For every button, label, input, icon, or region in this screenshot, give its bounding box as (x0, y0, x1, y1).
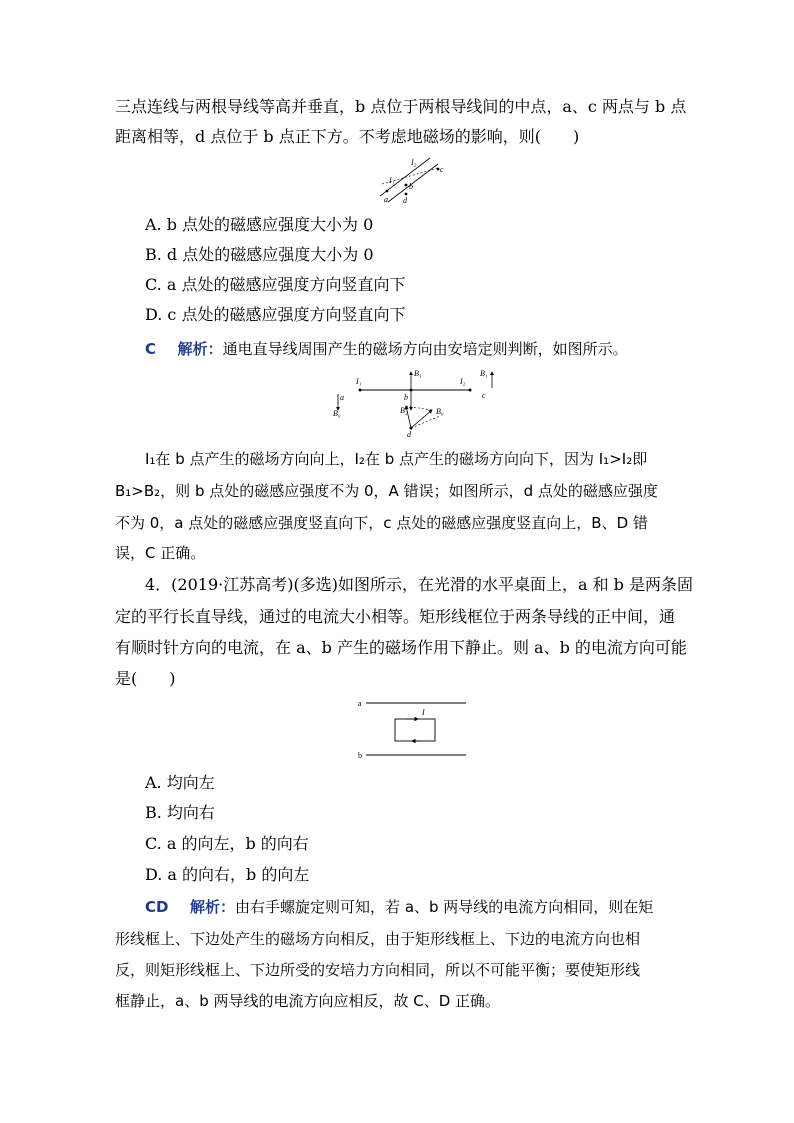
q4-explain-line-3: 反，则矩形线框上、下边所受的安培力方向相同，所以不可能平衡；要使矩形线 (115, 961, 641, 979)
q4-stem-line-1: 4．(2019·江苏高考)(多选)如图所示，在光滑的水平桌面上，a 和 b 是两条固 (145, 575, 693, 594)
q4-analysis-label: 解析： (190, 898, 236, 916)
q3-figure-field-vectors (330, 366, 500, 438)
fig2-label-d: d (407, 430, 411, 438)
fig1-label-d: d (403, 196, 407, 204)
q4-stem-line-4: 是( ) (115, 669, 176, 688)
q3-explain-line-2: B₁>B₂，则 b 点处的磁感应强度不为 0，A 错误；如图所示，d 点处的磁感应强度 (115, 482, 658, 500)
q3-answer-line (145, 334, 628, 364)
fig2-label-b2: B₂ (400, 406, 408, 415)
fig2-label-bd: B₀ (436, 407, 444, 416)
q3-explain-line-3: 不为 0，a 点处的磁感应强度竖直向下，c 点处的磁感应强度竖直向上，B、D 错 (115, 514, 648, 532)
fig2-label-i1: I₁ (356, 377, 362, 386)
fig3-label-b: b (358, 751, 362, 760)
fig2-label-b1: B₁ (414, 369, 422, 378)
q3-option-a: A. b 点处的磁感应强度大小为 0 (145, 215, 374, 234)
q3-stem-line-1: 三点连线与两根导线等高并垂直，b 点位于两根导线间的中点，a、c 两点与 b 点 (115, 97, 687, 116)
q3-stem-line-2: 距离相等，d 点位于 b 点正下方。不考虑地磁场的影响，则( ) (115, 127, 580, 146)
q4-explain-line-1: 由右手螺旋定则可知，若 a、b 两导线的电流方向相同，则在矩 (235, 898, 654, 916)
fig2-label-a: a (340, 393, 344, 402)
q3-answer: C (145, 340, 157, 358)
q4-answer: CD (145, 898, 169, 916)
q3-explain-line-4: 误，C 正确。 (115, 544, 206, 562)
q3-option-c: C. a 点处的磁感应强度方向竖直向下 (145, 275, 406, 294)
q4-figure-loop (356, 697, 468, 761)
q4-explain-line-2: 形线框上、下边处产生的磁场方向相反，由于矩形线框上、下边的电流方向也相 (115, 930, 641, 948)
q4-explain-line-4: 框静止，a、b 两导线的电流方向应相反，故 C、D 正确。 (115, 992, 501, 1010)
q4-stem-line-2: 定的平行长直导线，通过的电流大小相等。矩形线框位于两条导线的正中间，通 (115, 607, 676, 626)
fig1-label-c: c (440, 165, 444, 174)
q4-option-c: C. a 的向左，b 的向右 (145, 834, 309, 853)
q3-option-b: B. d 点处的磁感应强度大小为 0 (145, 245, 374, 264)
q3-analysis-label: 解析： (177, 340, 223, 358)
q4-option-d: D. a 的向右，b 的向左 (145, 865, 310, 884)
fig2-label-i2: I₂ (460, 377, 466, 386)
q4-stem-line-3: 有顺时针方向的电流，在 a、b 产生的磁场作用下静止。则 a、b 的电流方向可能 (115, 638, 687, 657)
fig1-label-a: a (384, 195, 388, 204)
q4-option-b: B. 均向右 (145, 803, 215, 822)
fig2-label-bc: B₁ (480, 369, 488, 378)
fig3-label-a: a (358, 699, 362, 708)
q4-answer-line (145, 892, 653, 922)
fig2-label-ba: B₀ (333, 409, 341, 418)
fig2-label-c: c (482, 391, 486, 400)
q3-figure-wires (376, 156, 446, 204)
fig2-label-b: b (404, 393, 408, 402)
q4-option-a: A. 均向左 (145, 773, 215, 792)
q3-explain-line-1: I₁在 b 点产生的磁场方向向上，I₂在 b 点产生的磁场方向向下，因为 I₁>I₂即 (145, 450, 648, 468)
fig3-label-i: I (422, 708, 425, 717)
q3-analysis-intro: 通电直导线周围产生的磁场方向由安培定则判断，如图所示。 (222, 340, 628, 358)
fig1-label-b: b (409, 182, 413, 191)
fig1-label-i1: I₁ (389, 176, 395, 185)
q3-option-d: D. c 点处的磁感应强度方向竖直向下 (145, 305, 406, 324)
fig1-label-i2: I₂ (411, 158, 417, 167)
